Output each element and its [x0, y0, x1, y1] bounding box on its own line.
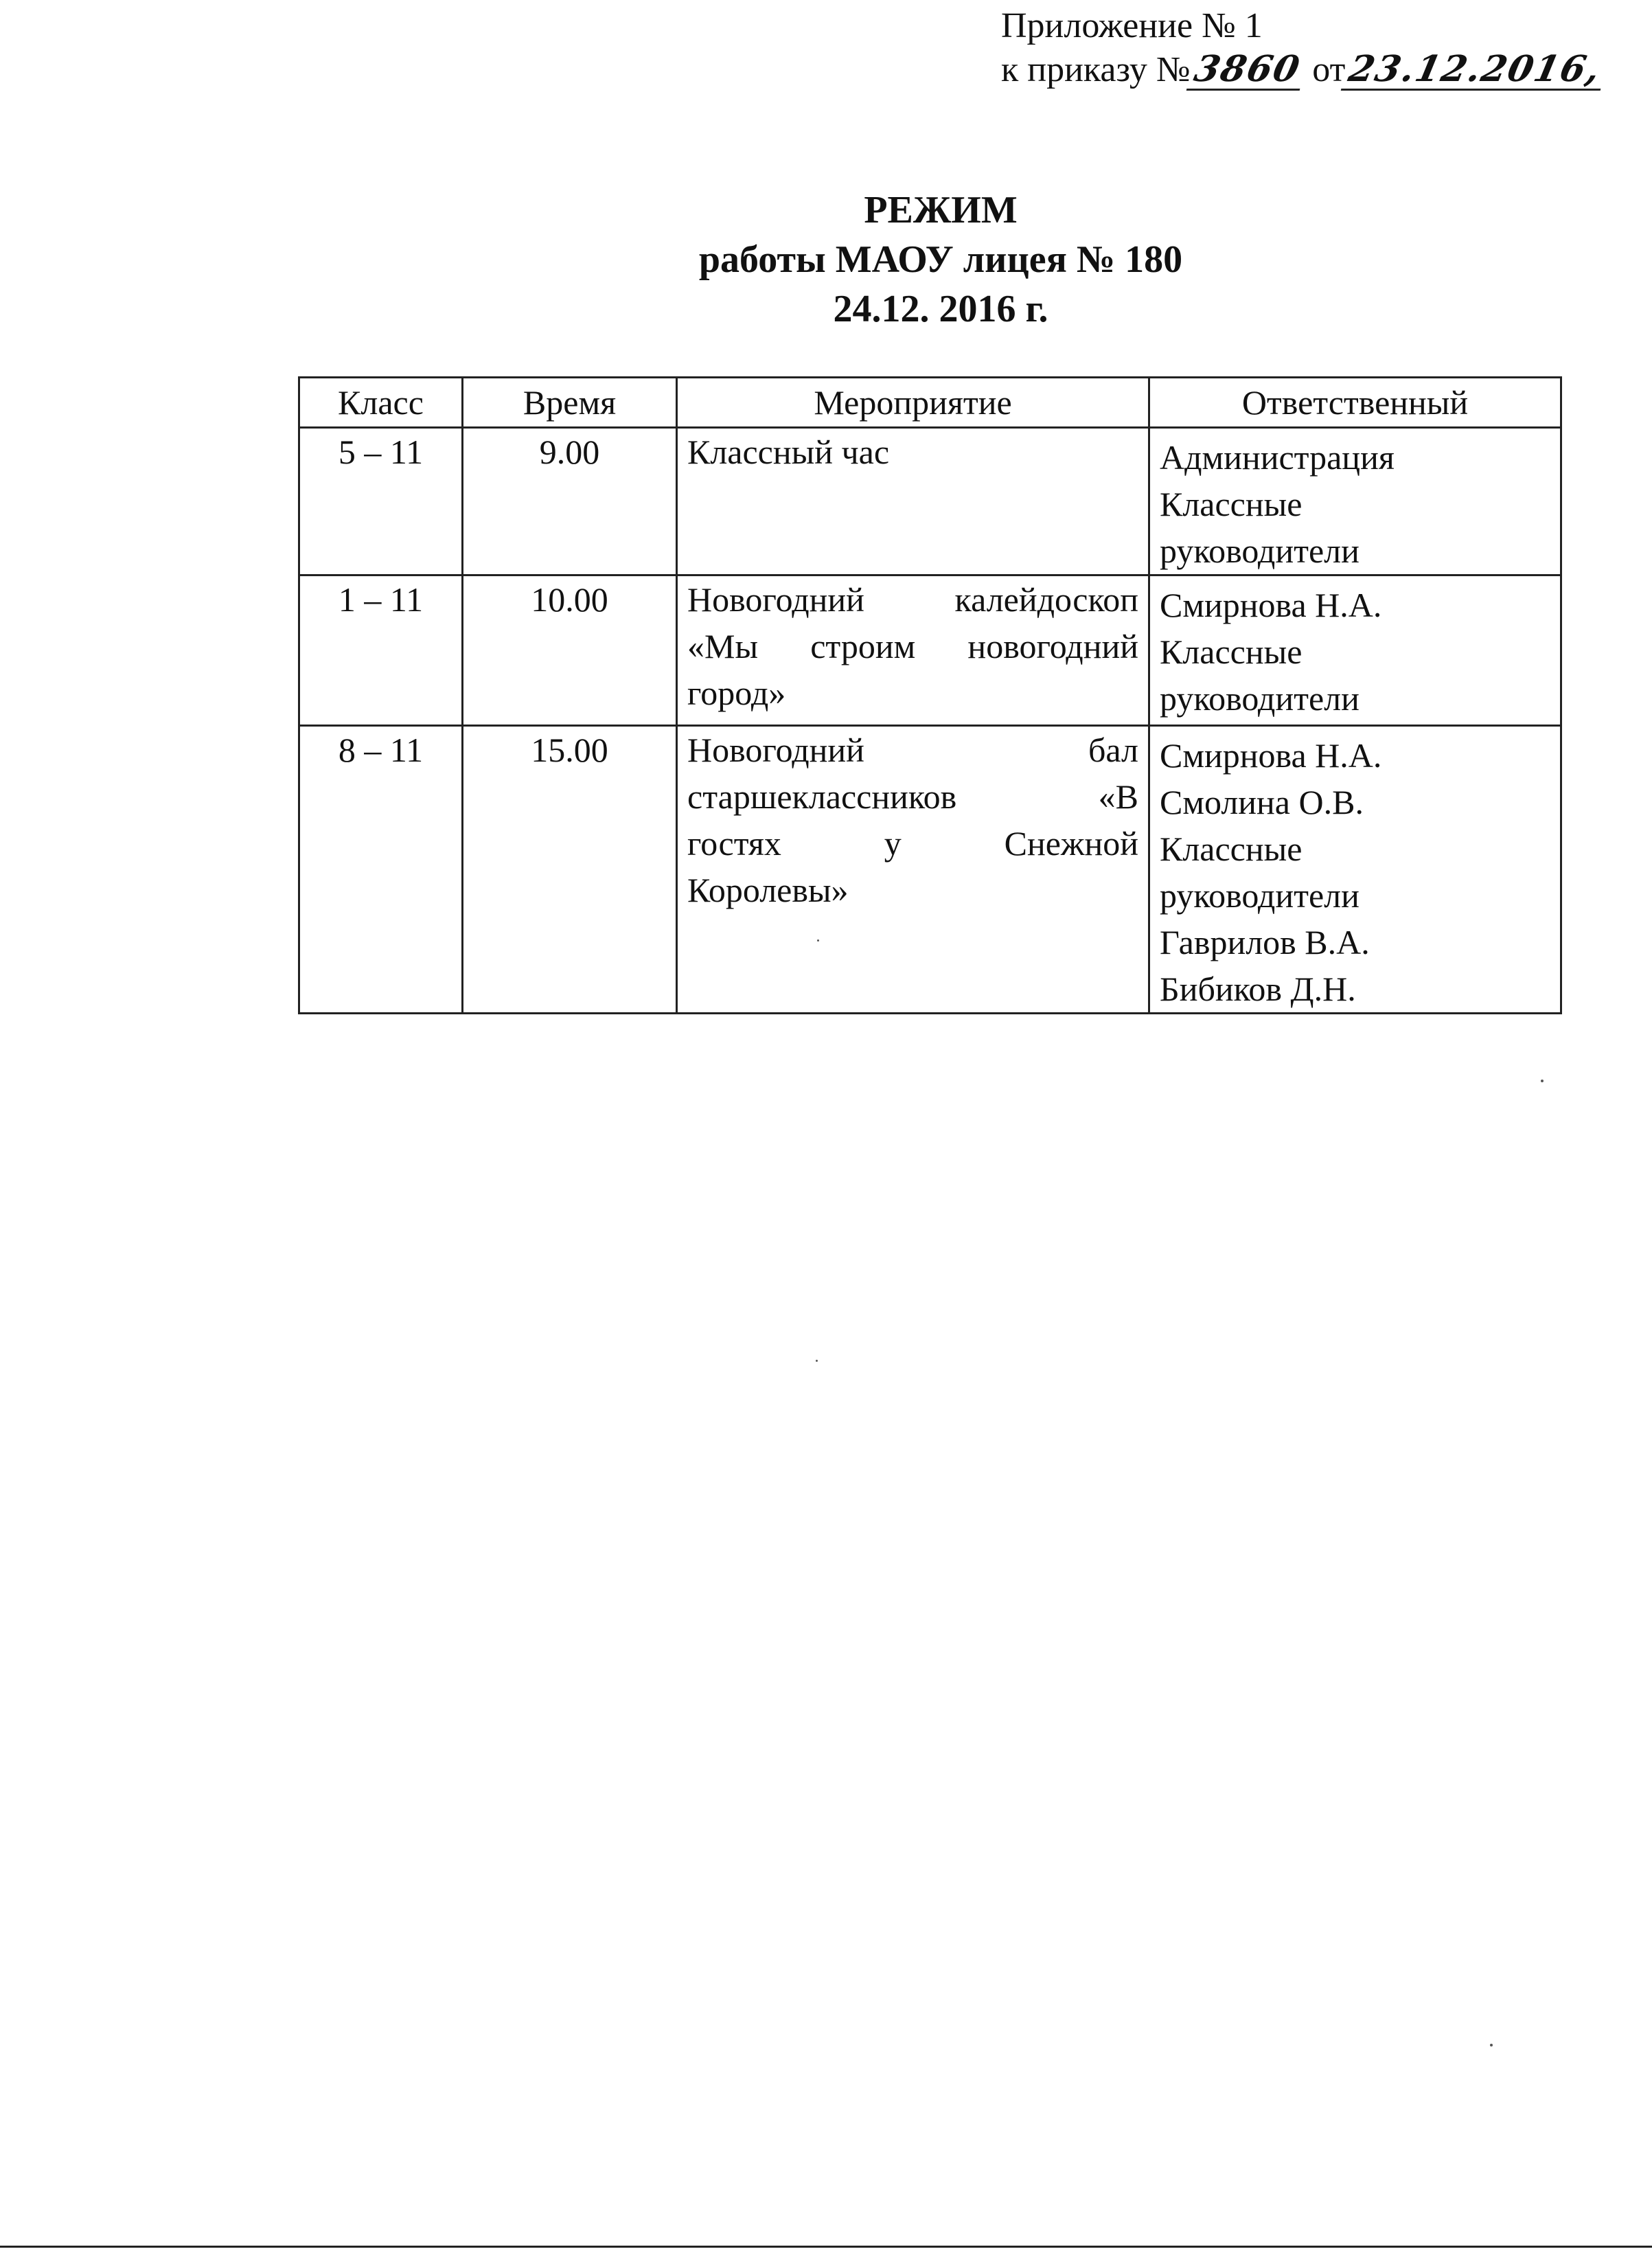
header-class: Класс	[299, 378, 463, 428]
scan-speck	[816, 1360, 818, 1362]
order-date-prefix: от	[1312, 50, 1346, 89]
cell-responsible	[1149, 428, 1561, 575]
responsible-line: Классные	[1160, 485, 1303, 523]
appendix-title: Приложение № 1	[1001, 6, 1263, 45]
bottom-scan-line	[0, 2246, 1652, 2248]
responsible-line: Классные	[1160, 830, 1303, 868]
event-line: Королевы»	[687, 871, 849, 909]
responsible-line: Классные	[1160, 632, 1303, 671]
responsible-line: руководители	[1160, 876, 1360, 915]
appendix-line-2	[1001, 48, 1647, 92]
responsible-line: Бибиков Д.Н.	[1160, 970, 1356, 1008]
responsible-line: Смирнова Н.А.	[1160, 736, 1382, 775]
event-line: Новогодний калейдоскоп	[687, 580, 1138, 619]
event-line: гостях у Снежной	[687, 824, 1138, 863]
cell-class: 8 – 11	[299, 726, 463, 1014]
cell-class: 1 – 11	[299, 575, 463, 726]
responsible-line: Администрация	[1160, 438, 1395, 477]
appendix-line-1	[1001, 4, 1647, 48]
order-number-handwritten: 3860	[1186, 50, 1307, 91]
scan-speck	[817, 939, 819, 942]
table-row	[299, 428, 1561, 575]
order-date-handwritten: 23.12.2016,	[1341, 50, 1609, 91]
event-line: Классный час	[687, 433, 890, 471]
scan-speck	[1541, 1080, 1544, 1082]
cell-time: 15.00	[463, 726, 677, 1014]
scan-speck	[1490, 2044, 1493, 2046]
title-line-2: работы МАОУ лицея № 180	[698, 238, 1183, 281]
cell-class: 5 – 11	[299, 428, 463, 575]
responsible-line: руководители	[1160, 679, 1360, 718]
header-responsible: Ответственный	[1149, 378, 1561, 428]
cell-time: 10.00	[463, 575, 677, 726]
cell-responsible	[1149, 575, 1561, 726]
responsible-line: Смирнова Н.А.	[1160, 586, 1382, 624]
header-time: Время	[463, 378, 677, 428]
cell-event	[677, 575, 1149, 726]
title-line-3: 24.12. 2016 г.	[833, 288, 1048, 330]
event-line: «Мы строим новогодний	[687, 627, 1138, 665]
title-line-1: РЕЖИМ	[864, 189, 1018, 231]
table-row	[299, 575, 1561, 726]
event-line: Новогодний бал	[687, 731, 1138, 769]
responsible-line: Смолина О.В.	[1160, 783, 1364, 821]
event-line: город»	[687, 674, 786, 712]
cell-responsible	[1149, 726, 1561, 1014]
responsible-line: руководители	[1160, 532, 1360, 570]
schedule-table	[298, 376, 1562, 1014]
order-prefix: к приказу №	[1001, 50, 1191, 89]
event-line: старшеклассников «В	[687, 777, 1138, 816]
document-title	[0, 185, 1652, 334]
responsible-line: Гаврилов В.А.	[1160, 923, 1370, 961]
cell-event	[677, 726, 1149, 1014]
table-header-row	[299, 378, 1561, 428]
cell-event	[677, 428, 1149, 575]
table-row	[299, 726, 1561, 1014]
header-event: Мероприятие	[677, 378, 1149, 428]
cell-time: 9.00	[463, 428, 677, 575]
appendix-note	[1001, 4, 1647, 92]
